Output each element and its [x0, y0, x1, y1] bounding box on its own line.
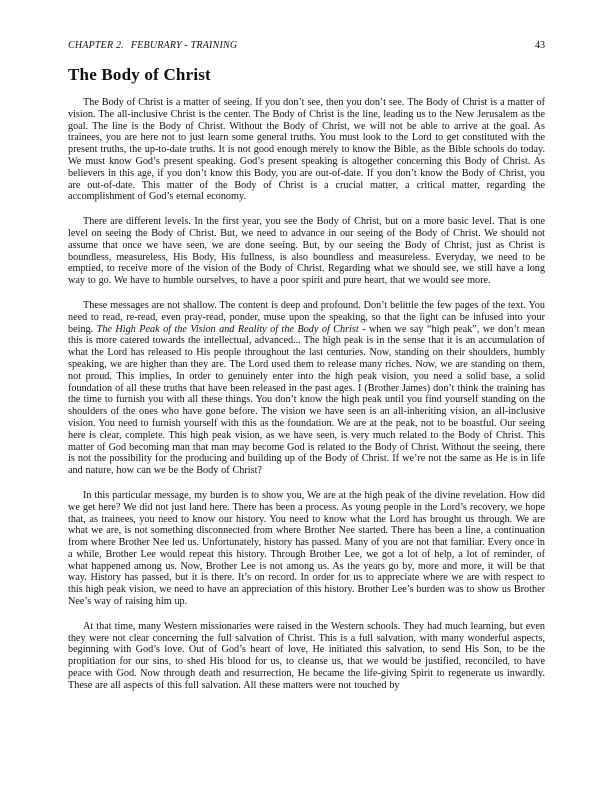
paragraph-1-text: The Body of Christ is a matter of seeing. If you don’t see, then you don’t see. The Body of Christ is a matter of vision. The all-inclusive Christ is the center. The Body of Christ is the line, leading us to the New Jerusalem as the goal. The line is the Body of Christ. Without the Body of Christ, we will not be able to arrive at the goal. As trainees, you are here not to just learn some general truths. You must look to the Lord to get constituted with the present truths, the up-to-date truths. It is not good enough merely to know the Bible, as the Bible schools do today. We must know God’s present speaking. God’s present speaking is altogether concerning this Body of Christ. As believers in this age, if you don’t know this Body, you are out-of-date. If you don’t know the Body of Christ, you are out-of-date. This matter of the Body of Christ is a crucial matter, a critical matter, regarding the accomplishment of God’s eternal economy.	[68, 97, 545, 203]
paragraph-5	[68, 621, 545, 692]
paragraph-5-text: At that time, many Western missionaries were raised in the Western schools. They had much learning, but even they were not clear concerning the full salvation of Christ. This is a full salvation, with many wonderful aspects, beginning with God’s love. Out of God’s heart of love, He initiated this salvation, to send His Son, to be the propitiation for our sins, to shed His blood for us, to cleanse us, that we would be justified, reconciled, to have peace with God. Now through death and resurrection, He became the life-giving Spirit to regenerate us inwardly. These are all aspects of this full salvation. All these matters were not touched by	[68, 620, 545, 691]
header-chapter-title: FEBURARY - TRAINING	[130, 40, 238, 51]
running-header	[68, 40, 545, 52]
paragraph-3-text: These messages are not shallow. The content is deep and profound. Don’t belittle the few pages of the text. You need to read, re-read, even pray-read, ponder, muse upon the speaking, so that the light can be infused into your being.	[68, 299, 545, 335]
paragraph-1	[68, 97, 545, 203]
header-page-number: 43	[535, 40, 545, 51]
page-title: The Body of Christ	[68, 65, 211, 84]
paragraph-4-text: In this particular message, my burden is to show you, We are at the high peak of the divine revelation. How did we get here? We did not just land here. There has been a process. As young people in the Lord’s recovery, we hope that, as trainees, you need to know our history. You need to know what the Lord has brought us through. We are what we are, is not something disconnected from where Brother Nee started. There has been a line, a continuation from where Brother Nee led us. Unfortunately, history has passed. Many of you are not that familiar. Every once in a while, Brother Lee would repeat this history. Through Brother Lee, we got a lot of help, a lot of reminder, of what happened among us. Now, Brother Lee is not among us. As the years go by, more and more, it will be that way. History has passed, but it is there. It’s on record. In order for us to appreciate where we are with respect to this high peak vision, we need to have an appreciation of this history. Brother Lee’s burden was to show us Brother Nee’s way of raising him up.	[68, 489, 545, 608]
paragraph-4	[68, 490, 545, 608]
text-block	[68, 40, 545, 692]
header-chapter	[68, 40, 237, 52]
paragraph-3-text-continued: - when we say “high peak”, we don’t mean this is more catered towards the intellectual, advanced... The high peak is in the sense that it is an accumulation of what the Lord has released to His people throughout the last centuries. Now, standing on their shoulders, humbly speaking, we are higher than they are. The Lord used them to release many riches. Now, we are standing on them, not proud. This implies, In order to genuinely enter into the high peak vision, you need a solid base, a solid foundation of all these truths that have been released in the past ages. I (Brother James) don’t think the training has the time to furnish you with all these things. You don’t know the high peak until you find yourself standing on the shoulders of the ones who have gone before. The vision we have seen is an all-inheriting vision, an all-inclusive vision. You need to furnish yourself with this as the foundation. We are at the peak, not to be boastful. Our seeing here is clear, complete. This high peak vision, as we have seen, is very much related to the Body of Christ. This matter of God becoming man that man may become God is related to the Body of Christ. Without the seeing, there is not the possibility for the producing and building up of the Body of Christ. If we’re not the same as He is in life and nature, how can we be the Body of Christ?	[68, 323, 546, 477]
paragraph-3-italic-phrase: The High Peak of the Vision and Reality of the Body of Christ	[96, 323, 359, 335]
header-chapter-label: CHAPTER 2.	[68, 40, 124, 51]
paragraph-2	[68, 216, 545, 287]
paragraph-2-text: There are different levels. In the first year, you see the Body of Christ, but on a more basic level. That is one level on seeing the Body of Christ. But, we need to advance in our seeing of the Body of Christ. We should not assume that once we have seen, we are done seeing. But, by our seeing the Body of Christ, just as Christ is boundless, measureless, His Body, His fullness, is also boundless and measureless. Everyday, we need to be emptied, to receive more of the vision of the Body of Christ. Regarding what we should see, we still have a long way to go. We have to humble ourselves, to have a poor spirit and pure heart, that we would see more.	[68, 216, 545, 287]
paragraph-3	[68, 300, 545, 477]
